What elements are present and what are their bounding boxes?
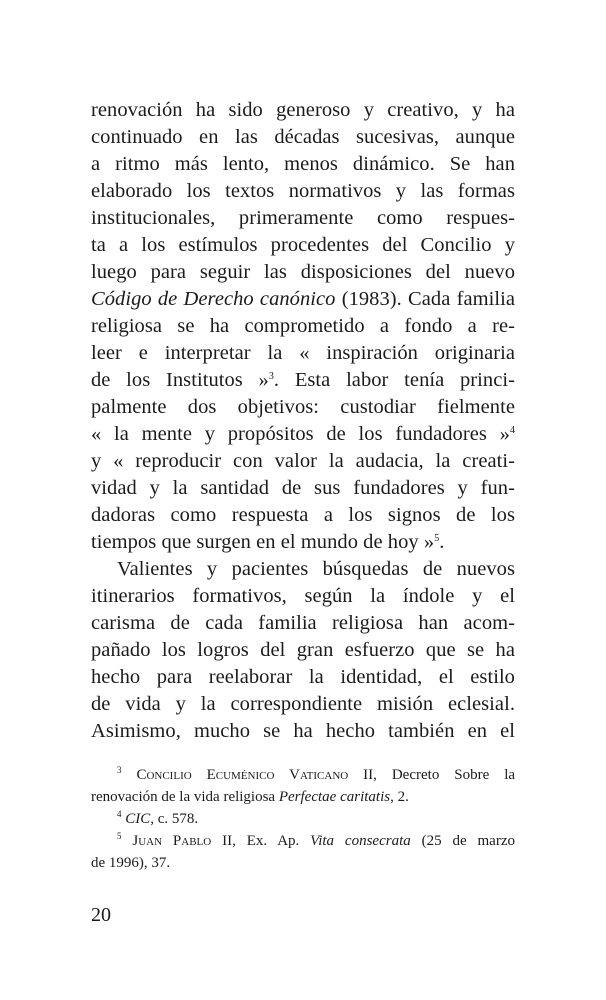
text-fragment: (1983). Cada familia [335,288,515,310]
text-line [91,529,515,556]
text-line: hecho para reelaborar la identidad, el estilo [91,666,515,688]
page-number: 20 [91,904,111,926]
text-fragment: II, Decreto Sobre la [348,767,516,783]
text-line: Valientes y pacientes búsquedas de nuevos [117,558,515,580]
footnotes [91,764,515,874]
text-fragment: , c. 578. [150,811,199,827]
text-line [91,286,515,313]
text-fragment: de los Institutos » [91,369,269,391]
text-line: de vida y la correspondiente misión eclesial. [91,693,515,715]
text-fragment: (25 de marzo [410,833,515,849]
author-name: Juan Pablo [132,833,212,849]
text-line: renovación ha sido generoso y creativo, y ha [91,99,515,121]
text-line: y « reproducir con valor la audacia, la creati- [91,450,515,472]
text-fragment: tiempos que surgen en el mundo de hoy » [91,531,435,553]
text-line: pañado los logros del gran esfuerzo que se ha [91,639,515,661]
text-line: vidad y la santidad de sus fundadores y fun- [91,477,515,499]
text-line [91,367,515,394]
footnote-number: 5 [117,831,122,841]
body-text [91,97,515,745]
footnote-ref-3: 3 [268,371,274,382]
footnote-ref-4: 4 [509,425,515,436]
text-line: itinerarios formativos, según la índole y el [91,585,515,607]
text-line: palmente dos objetivos: custodiar fielmente [91,396,515,418]
footnote-5 [91,830,515,852]
footnote-3-cont [91,786,515,808]
text-line: elaborado los textos normativos y las formas [91,180,515,202]
text-line: institucionales, primeramente como respues- [91,207,515,229]
text-fragment: II, Ex. Ap. [211,833,311,849]
text-line: carisma de cada familia religiosa han acom- [91,612,515,634]
text-line [91,421,515,448]
text-fragment: renovación de la vida religiosa [91,789,279,805]
text-line: luego para seguir las disposiciones del nuevo [91,261,515,283]
text-fragment: . [439,531,445,553]
text-line: ta a los estímulos procedentes del Concilio y [91,234,515,256]
footnote-ref-5: 5 [434,533,440,544]
author-name: Concilio Ecuménico Vaticano [136,767,349,783]
document-title: Perfectae caritatis [278,789,391,805]
document-title: Vita consecrata [310,833,411,849]
footnote-number: 3 [117,765,122,775]
document-title: CIC [125,811,151,827]
text-fragment: . Esta labor tenía princi- [273,369,515,391]
text-line: dadoras como respuesta a los signos de los [91,504,515,526]
text-line: Asimismo, mucho se ha hecho también en el [91,720,515,742]
text-line: leer e interpretar la « inspiración originaria [91,342,515,364]
footnote-4 [91,808,515,830]
footnote-5-cont: de 1996), 37. [91,855,171,871]
text-fragment: « la mente y propósitos de los fundadores » [91,423,510,445]
text-fragment: , 2. [390,789,409,805]
text-line: continuado en las décadas sucesivas, aunque [91,126,515,148]
footnote-3 [91,764,515,786]
book-title: Código de Derecho canónico [91,288,336,310]
text-line: religiosa se ha comprometido a fondo a re- [91,315,515,337]
text-line: a ritmo más lento, menos dinámico. Se han [91,153,515,175]
footnote-number: 4 [117,809,122,819]
